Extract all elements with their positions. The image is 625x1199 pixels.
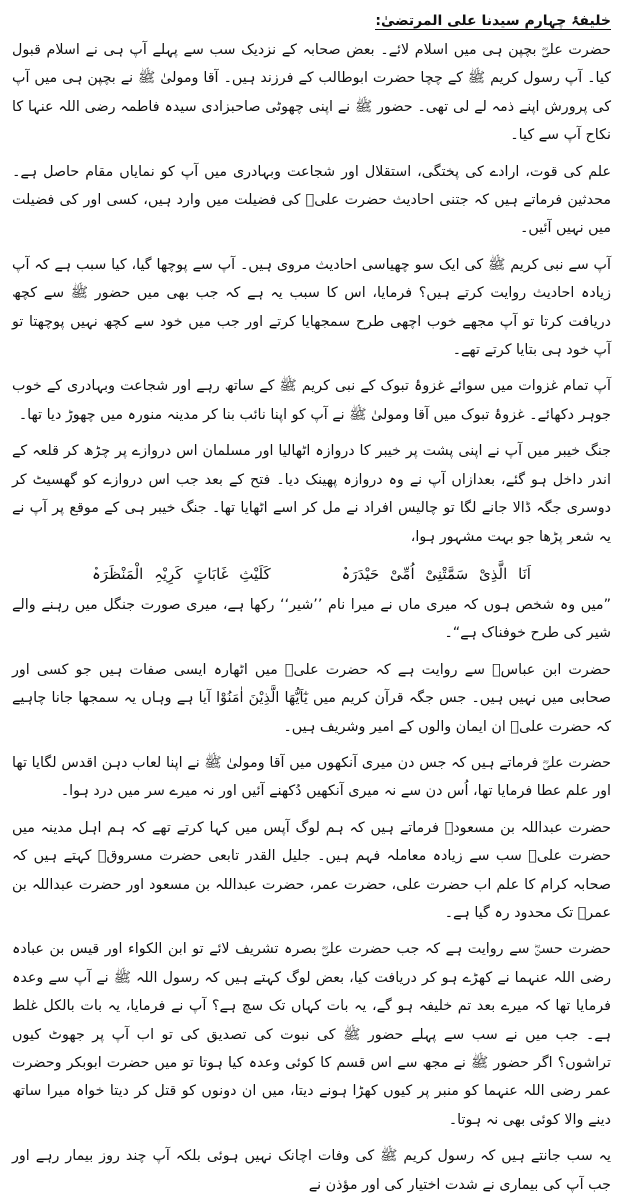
section-heading [12, 8, 611, 34]
paragraph-11: یہ سب جانتے ہیں کہ رسول کریم ﷺ کی وفات اچانک نہیں ہوئی بلکہ آپ چند روز بیمار رہے اور جب آپ کی بیماری نے شدت اختیار کی اور مؤذن نے [12, 1148, 611, 1193]
paragraph-5: جنگ خیبر میں آپ نے اپنی پشت پر خیبر کا دروازہ اٹھالیا اور مسلمان اس دروازے پر چڑھ کر قلعہ کے اندر داخل ہو گئے، بعدازاں آپ نے وہ دروازہ پھینک دیا۔ فتح کے بعد جب اس دروازے کو گھسیٹ کر دوسری جگہ ڈالا جانے لگا تو چالیس افراد نے مل کر اسے اٹھایا تھا۔ جنگ خیبر ہی کے موقع پر آپ نے یہ شعر پڑھا جو بہت مشہور ہوا، [12, 443, 611, 545]
verse-second-half: کَلَیْثِ غَابَاتٍ کَرِیْہِ الْمَنْظَرَہْ [92, 564, 271, 583]
paragraph-3: آپ سے نبی کریم ﷺ کی ایک سو چھیاسی احادیث مروی ہیں۔ آپ سے پوچھا گیا، کیا سبب ہے کہ آپ زیادہ احادیث روایت کرتے ہیں؟ فرمایا، اس کا سبب یہ ہے کہ جب بھی میں حضور ﷺ سے کچھ دریافت کرتا تو آپ مجھے خوب اچھی طرح سمجھایا کرتے اور جب میں خود سے کچھ نہیں پوچھتا تو آپ خود ہی بتایا کرتے تھے۔ [12, 256, 611, 359]
paragraph-4: آپ تمام غزوات میں سوائے غزوۂ تبوک کے نبی کریم ﷺ کے ساتھ رہے اور شجاعت وبہادری کے خوب جوہر دکھائے۔ غزوۂ تبوک میں آقا ومولیٰ ﷺ نے آپ کو اپنا نائب بنا کر مدینہ منورہ میں چھوڑ دیا تھا۔ [12, 378, 611, 423]
verse-first-half: اَنَا الَّذِیْ سَمَّتْنِیْ اُمِّیْ حَیْدَرَہْ [341, 564, 531, 583]
paragraph-2: علم کی قوت، ارادے کی پختگی، استقلال اور شجاعت وبہادری میں آپ کو نمایاں مقام حاصل ہے۔ محدثین فرماتے ہیں کہ جتنی احادیث حضرت علیؓ کی فضیلت میں وارد ہیں، کسی اور کی فضیلت میں نہیں آئیں۔ [12, 163, 611, 237]
paragraph-8: حضرت علیؓ فرماتے ہیں کہ جس دن میری آنکھوں میں آقا ومولیٰ ﷺ نے اپنا لعاب دہن اقدس لگایا تھا اور علم عطا فرمایا تھا، اُس دن سے نہ میری آنکھیں دُکھنے آئیں اور نہ میرے سر میں درد ہوا۔ [12, 754, 611, 800]
paragraph-9: حضرت عبداللہ بن مسعودؓ فرماتے ہیں کہ ہم لوگ آپس میں کہا کرتے تھے کہ ہم اہل مدینہ میں حضرت علیؓ سب سے زیادہ معاملہ فہم ہیں۔ جلیل القدر تابعی حضرت مسروقؒ کہتے ہیں کہ صحابہ کرام کا علم اب حضرت علی، حضرت عمر، حضرت عبداللہ بن مسعود اور حضرت عبداللہ بن عمرؓ تک محدود رہ گیا ہے۔ [12, 819, 611, 921]
paragraph-10: حضرت حسنؓ سے روایت ہے کہ جب حضرت علیؓ بصرہ تشریف لائے تو ابن الکواء اور قیس بن عبادہ رضی اللہ عنہما نے کھڑے ہو کر دریافت کیا، بعض لوگ کہتے ہیں کہ رسول اللہ ﷺ نے آپ سے وعدہ فرمایا تھا کہ میرے بعد تم خلیفہ ہو گے، یہ بات کہاں تک سچ ہے؟ آپ نے فرمایا، یہ بات بالکل غلط ہے۔ جب میں نے سب سے پہلے حضور ﷺ کی نبوت کی تصدیق کی تو اب آپ پر جھوٹ کیوں تراشوں؟ اگر حضور ﷺ نے مجھ سے اس قسم کا کوئی وعدہ کیا ہوتا تو میں حضرت ابوبکر وحضرت عمر رضی اللہ عنہما کو منبر پر کیوں کھڑا ہونے دیتا، میں ان دونوں کو قتل کر دیتا خواہ میرا ساتھ دینے والا کوئی بھی نہ ہوتا۔ [12, 941, 611, 1128]
paragraph-6: ”میں وہ شخص ہوں کہ میری ماں نے میرا نام ’’شیر‘‘ رکھا ہے، میری صورت جنگل میں رہنے والے شیر کی طرح خوفناک ہے“۔ [12, 596, 611, 642]
paragraph-1: حضرت علیؓ بچپن ہی میں اسلام لائے۔ بعض صحابہ کے نزدیک سب سے پہلے آپ ہی نے اسلام قبول کیا۔ آپ رسول کریم ﷺ کے چچا حضرت ابوطالب کے فرزند ہیں۔ آقا ومولیٰ ﷺ نے بچپن ہی میں آپ کی پرورش اپنے ذمہ لے لی تھی۔ حضور ﷺ نے اپنی چھوٹی صاحبزادی سیدہ فاطمہ رضی اللہ عنہا کا نکاح آپ سے کیا۔ [12, 42, 611, 144]
arabic-verse [12, 559, 611, 589]
paragraph-7: حضرت ابن عباسؓ سے روایت ہے کہ حضرت علیؓ میں اٹھارہ ایسی صفات ہیں جو کسی اور صحابی میں نہیں ہیں۔ جس جگہ قرآن کریم میں یٰٓاَیُّھَا الَّذِیْنَ اٰمَنُوْا آیا ہے وہاں یہ سمجھا جانا چاہیے کہ حضرت علیؓ ان ایمان والوں کے امیر وشریف ہیں۔ [12, 661, 611, 735]
section-heading-text: خلیفۂ چہارم سیدنا علی المرتضیٰ: [375, 13, 611, 29]
